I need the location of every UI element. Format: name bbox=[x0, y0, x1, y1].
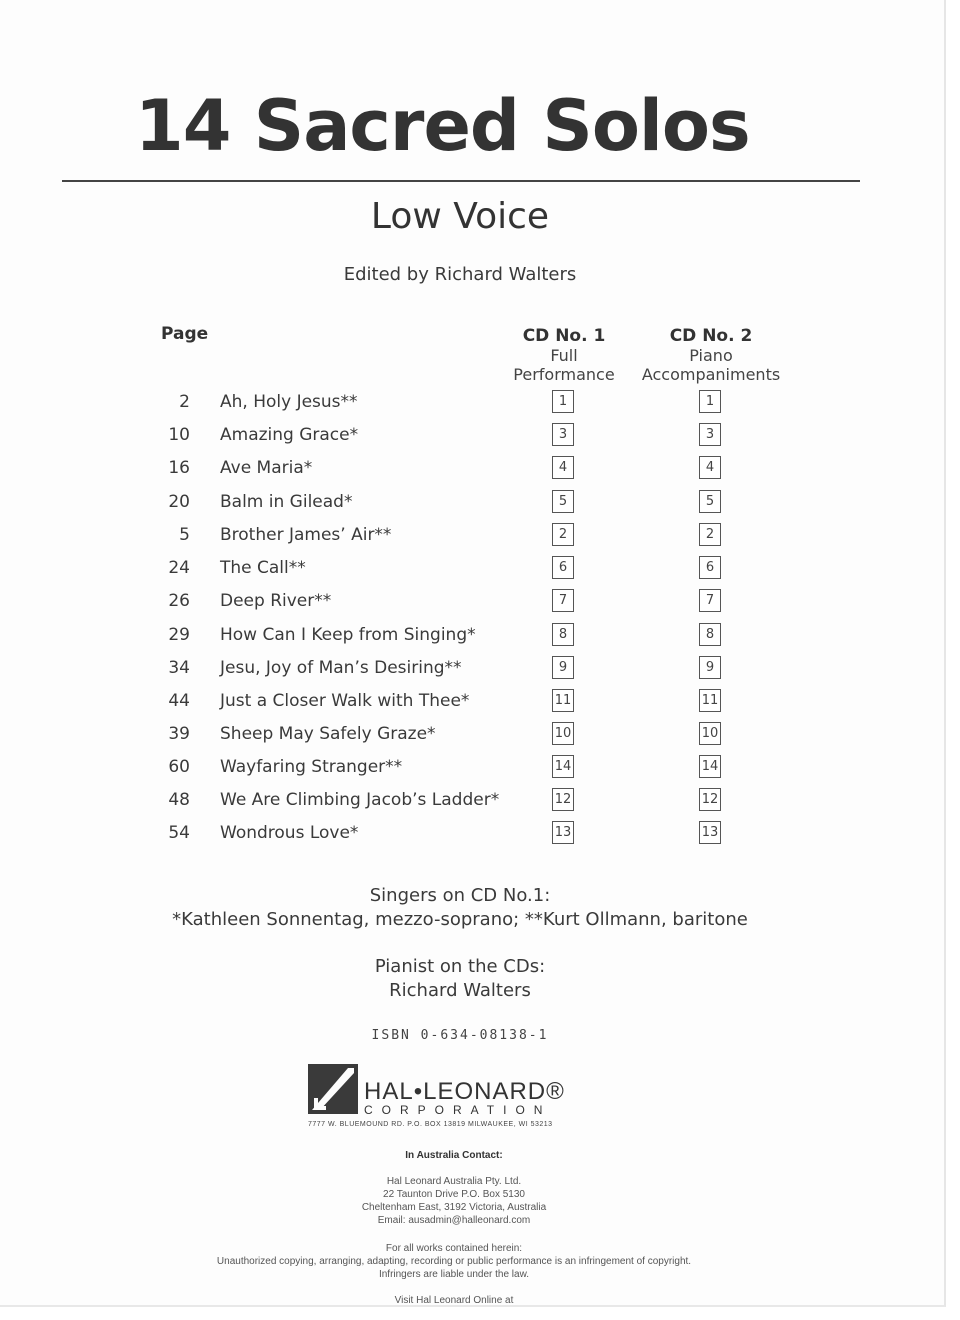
row-song-title: Jesu, Joy of Man’s Desiring** bbox=[220, 658, 462, 678]
copyright-line: For all works contained herein: bbox=[385, 1243, 523, 1254]
table-row bbox=[0, 724, 944, 757]
row-page-number: 5 bbox=[179, 525, 190, 545]
book-subtitle: Low Voice bbox=[370, 196, 550, 237]
cd1-track-box: 10 bbox=[552, 722, 574, 745]
publisher-corporation: CORPORATION bbox=[364, 1103, 552, 1117]
table-row bbox=[0, 823, 944, 856]
row-song-title: Just a Closer Walk with Thee* bbox=[220, 691, 470, 711]
cd2-track-box: 6 bbox=[699, 556, 721, 579]
row-page-number: 26 bbox=[168, 591, 190, 611]
table-row bbox=[0, 757, 944, 790]
cd2-column-header bbox=[636, 327, 786, 384]
publisher-name: HAL•LEONARD® bbox=[364, 1078, 565, 1105]
australia-contact-heading: In Australia Contact: bbox=[405, 1150, 503, 1161]
row-song-title: We Are Climbing Jacob’s Ladder* bbox=[220, 790, 500, 810]
cd2-track-box: 9 bbox=[699, 656, 721, 679]
pianist-heading: Pianist on the CDs: bbox=[374, 956, 546, 977]
row-song-title: Deep River** bbox=[220, 591, 332, 611]
australia-line: 22 Taunton Drive P.O. Box 5130 bbox=[383, 1189, 525, 1200]
row-song-title: Ave Maria* bbox=[220, 458, 313, 478]
row-page-number: 54 bbox=[168, 823, 190, 843]
row-song-title: Balm in Gilead* bbox=[220, 492, 353, 512]
row-song-title: Ah, Holy Jesus** bbox=[220, 392, 358, 412]
singers-credit bbox=[0, 884, 920, 932]
cd2-track-box: 14 bbox=[699, 755, 721, 778]
cd2-track-box: 13 bbox=[699, 821, 721, 844]
pianist-name: Richard Walters bbox=[389, 980, 531, 1001]
row-page-number: 34 bbox=[168, 658, 190, 678]
editor-credit: Edited by Richard Walters bbox=[343, 264, 577, 285]
cd1-desc-line1: Full bbox=[550, 346, 578, 365]
cd2-desc-line1: Piano bbox=[689, 346, 733, 365]
table-row bbox=[0, 458, 944, 491]
cd2-track-box: 4 bbox=[699, 456, 721, 479]
copyright-line: Infringers are liable under the law. bbox=[378, 1269, 530, 1280]
table-row bbox=[0, 591, 944, 624]
australia-email: Email: ausadmin@halleonard.com bbox=[377, 1215, 531, 1226]
cd1-track-box: 8 bbox=[552, 623, 574, 646]
singers-heading: Singers on CD No.1: bbox=[369, 885, 551, 906]
table-row bbox=[0, 625, 944, 658]
australia-line: Cheltenham East, 3192 Victoria, Australia bbox=[361, 1202, 547, 1213]
row-song-title: How Can I Keep from Singing* bbox=[220, 625, 476, 645]
cd2-track-box: 8 bbox=[699, 623, 721, 646]
australia-contact-block bbox=[0, 1175, 908, 1227]
row-song-title: Brother James’ Air** bbox=[220, 525, 392, 545]
visit-online-text: Visit Hal Leonard Online at bbox=[394, 1295, 514, 1306]
cd1-track-box: 13 bbox=[552, 821, 574, 844]
cd2-track-box: 2 bbox=[699, 523, 721, 546]
row-song-title: The Call** bbox=[220, 558, 306, 578]
row-page-number: 44 bbox=[168, 691, 190, 711]
singers-names: *Kathleen Sonnentag, mezzo-soprano; **Kurt Ollmann, baritone bbox=[172, 909, 748, 930]
book-title: 14 Sacred Solos bbox=[135, 85, 750, 167]
row-page-number: 20 bbox=[168, 492, 190, 512]
table-row bbox=[0, 525, 944, 558]
pianist-credit bbox=[0, 955, 920, 1003]
row-song-title: Wayfaring Stranger** bbox=[220, 757, 403, 777]
australia-line: Hal Leonard Australia Pty. Ltd. bbox=[386, 1176, 522, 1187]
cd2-track-box: 7 bbox=[699, 589, 721, 612]
hal-leonard-logo-icon bbox=[308, 1064, 358, 1114]
title-rule bbox=[62, 180, 860, 182]
row-song-title: Sheep May Safely Graze* bbox=[220, 724, 436, 744]
cd1-desc-line2: Performance bbox=[513, 365, 615, 384]
cd2-track-box: 1 bbox=[699, 390, 721, 413]
row-page-number: 29 bbox=[168, 625, 190, 645]
row-song-title: Wondrous Love* bbox=[220, 823, 359, 843]
row-page-number: 2 bbox=[179, 392, 190, 412]
cd1-track-box: 6 bbox=[552, 556, 574, 579]
table-row bbox=[0, 691, 944, 724]
cd1-track-box: 7 bbox=[552, 589, 574, 612]
page-column-header: Page bbox=[161, 324, 209, 344]
table-row bbox=[0, 658, 944, 691]
cd2-track-box: 5 bbox=[699, 490, 721, 513]
cd1-track-box: 2 bbox=[552, 523, 574, 546]
cd2-track-box: 10 bbox=[699, 722, 721, 745]
cd1-track-box: 4 bbox=[552, 456, 574, 479]
table-row bbox=[0, 425, 944, 458]
cd2-track-box: 12 bbox=[699, 788, 721, 811]
isbn-number: ISBN 0-634-08138-1 bbox=[371, 1028, 549, 1043]
table-row bbox=[0, 558, 944, 591]
cd2-name: CD No. 2 bbox=[669, 326, 753, 346]
cd1-track-box: 11 bbox=[552, 689, 574, 712]
row-page-number: 39 bbox=[168, 724, 190, 744]
row-song-title: Amazing Grace* bbox=[220, 425, 359, 445]
copyright-notice bbox=[0, 1242, 908, 1281]
cd1-track-box: 1 bbox=[552, 390, 574, 413]
cd1-column-header bbox=[504, 327, 624, 384]
row-page-number: 24 bbox=[168, 558, 190, 578]
row-page-number: 16 bbox=[168, 458, 190, 478]
copyright-line: Unauthorized copying, arranging, adapting, recording or public performance is an infringement of copyright. bbox=[216, 1256, 692, 1267]
table-row bbox=[0, 392, 944, 425]
publisher-address: 7777 W. BLUEMOUND RD. P.O. BOX 13819 MILWAUKEE, WI 53213 bbox=[308, 1121, 553, 1128]
cd2-track-box: 3 bbox=[699, 423, 721, 446]
cd1-track-box: 14 bbox=[552, 755, 574, 778]
cd2-track-box: 11 bbox=[699, 689, 721, 712]
cd1-track-box: 3 bbox=[552, 423, 574, 446]
cd1-track-box: 5 bbox=[552, 490, 574, 513]
cd1-track-box: 9 bbox=[552, 656, 574, 679]
cd2-desc-line2: Accompaniments bbox=[641, 365, 781, 384]
table-row bbox=[0, 492, 944, 525]
cd1-name: CD No. 1 bbox=[522, 326, 606, 346]
row-page-number: 60 bbox=[168, 757, 190, 777]
table-row bbox=[0, 790, 944, 823]
cd1-track-box: 12 bbox=[552, 788, 574, 811]
row-page-number: 10 bbox=[168, 425, 190, 445]
row-page-number: 48 bbox=[168, 790, 190, 810]
